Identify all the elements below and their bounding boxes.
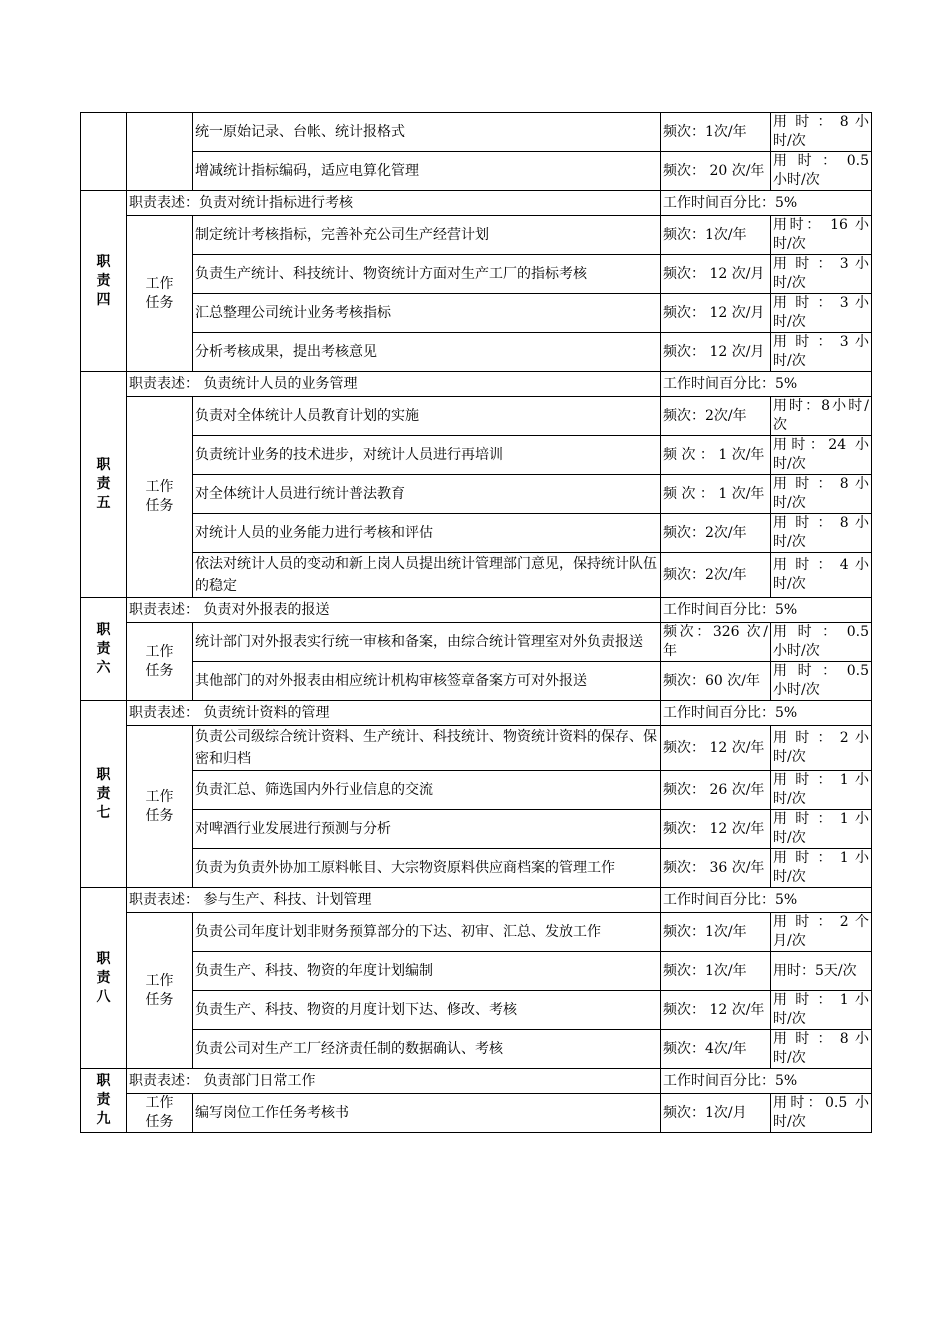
- task-text: 制定统计考核指标，完善补充公司生产经营计划: [193, 216, 661, 255]
- time-percentage: 工作时间百分比：5%: [661, 701, 872, 726]
- task-frequency: 频次：4次/年: [661, 1030, 771, 1069]
- task-text: 负责公司级综合统计资料、生产统计、科技统计、物资统计资料的保存、保密和归档: [193, 726, 661, 771]
- duty-label: [81, 191, 127, 372]
- task-frequency: 频次： 20 次/年: [661, 152, 771, 191]
- duty-description: 职责表述： 负责统计资料的管理: [127, 701, 661, 726]
- duty-label-text: 职责九: [96, 1073, 111, 1127]
- task-duration: 用 时 ： 8 小时/次: [771, 113, 872, 152]
- duty-label: [81, 1069, 127, 1133]
- task-text: 负责生产统计、科技统计、物资统计方面对生产工厂的指标考核: [193, 255, 661, 294]
- task-frequency: 频次：326 次/年: [661, 623, 771, 662]
- duty-header-row: [81, 191, 872, 216]
- time-percentage: 工作时间百分比：5%: [661, 191, 872, 216]
- duty-header-row: [81, 888, 872, 913]
- task-duration: 用时：8小时/次: [771, 397, 872, 436]
- table-row: [81, 553, 872, 598]
- table-row: [81, 475, 872, 514]
- task-frequency: 频次：60 次/年: [661, 662, 771, 701]
- table-row: [81, 152, 872, 191]
- time-percentage: 工作时间百分比：5%: [661, 372, 872, 397]
- table-row: [81, 662, 872, 701]
- task-frequency: 频次：1次/年: [661, 913, 771, 952]
- table-row: [81, 216, 872, 255]
- task-frequency: 频次：1次/年: [661, 216, 771, 255]
- task-text: 负责公司年度计划非财务预算部分的下达、初审、汇总、发放工作: [193, 913, 661, 952]
- task-frequency: 频次： 12 次/月: [661, 255, 771, 294]
- task-frequency: 频次： 12 次/月: [661, 294, 771, 333]
- task-duration: 用时：0.5 小时/次: [771, 1094, 872, 1133]
- duty-header-row: [81, 372, 872, 397]
- table-row: [81, 294, 872, 333]
- work-task-label: [127, 1094, 193, 1133]
- task-text: 负责生产、科技、物资的年度计划编制: [193, 952, 661, 991]
- table-row: [81, 726, 872, 771]
- duty-label-text: 职责四: [96, 253, 111, 308]
- task-frequency: 频次： 36 次/年: [661, 849, 771, 888]
- duty-description: 职责表述： 负责统计人员的业务管理: [127, 372, 661, 397]
- task-frequency: 频次： 26 次/年: [661, 771, 771, 810]
- task-frequency: 频次：2次/年: [661, 553, 771, 598]
- task-duration: 用 时 ： 0.5 小时/次: [771, 152, 872, 191]
- duty-header-row: [81, 598, 872, 623]
- task-frequency: 频次： 12 次/年: [661, 991, 771, 1030]
- duty-table: [80, 112, 872, 1133]
- duty-label-text: 职责六: [96, 621, 111, 676]
- task-duration: 用 时 ： 8 小时/次: [771, 514, 872, 553]
- work-task-label-text: 工作任务: [145, 788, 174, 824]
- task-duration: 用 时 ： 2 小时/次: [771, 726, 872, 771]
- time-percentage: 工作时间百分比：5%: [661, 1069, 872, 1094]
- task-frequency: 频次： 12 次/月: [661, 333, 771, 372]
- time-percentage: 工作时间百分比：5%: [661, 598, 872, 623]
- work-label-empty: [127, 113, 193, 191]
- duty-table-body: [81, 113, 872, 1133]
- task-duration: 用 时 ： 1 小时/次: [771, 810, 872, 849]
- task-duration: 用 时 ： 0.5 小时/次: [771, 662, 872, 701]
- task-frequency: 频 次 ： 1 次/年: [661, 436, 771, 475]
- task-duration: 用 时 ： 3 小时/次: [771, 255, 872, 294]
- duty-description: 职责表述： 负责部门日常工作: [127, 1069, 661, 1094]
- task-text: 对全体统计人员进行统计普法教育: [193, 475, 661, 514]
- table-row: [81, 1094, 872, 1133]
- task-text: 增减统计指标编码，适应电算化管理: [193, 152, 661, 191]
- time-percentage: 工作时间百分比：5%: [661, 888, 872, 913]
- work-task-label: [127, 726, 193, 888]
- task-text: 统计部门对外报表实行统一审核和备案，由综合统计管理室对外负责报送: [193, 623, 661, 662]
- task-text: 负责生产、科技、物资的月度计划下达、修改、考核: [193, 991, 661, 1030]
- table-row: [81, 255, 872, 294]
- task-text: 分析考核成果，提出考核意见: [193, 333, 661, 372]
- table-row: [81, 397, 872, 436]
- table-row: [81, 436, 872, 475]
- task-frequency: 频次：1次/年: [661, 113, 771, 152]
- task-duration: 用 时 ： 1 小时/次: [771, 991, 872, 1030]
- task-duration: 用时：24 小时/次: [771, 436, 872, 475]
- task-duration: 用时：5天/次: [771, 952, 872, 991]
- task-frequency: 频次：2次/年: [661, 397, 771, 436]
- task-frequency: 频 次 ： 1 次/年: [661, 475, 771, 514]
- table-row: [81, 623, 872, 662]
- duty-label: [81, 701, 127, 888]
- table-row: [81, 113, 872, 152]
- task-frequency: 频次： 12 次/年: [661, 726, 771, 771]
- task-text: 对啤酒行业发展进行预测与分析: [193, 810, 661, 849]
- task-text: 对统计人员的业务能力进行考核和评估: [193, 514, 661, 553]
- table-row: [81, 810, 872, 849]
- work-task-label-text: 工作任务: [145, 1095, 174, 1130]
- task-text: 统一原始记录、台帐、统计报格式: [193, 113, 661, 152]
- task-duration: 用 时 ： 2 个月/次: [771, 913, 872, 952]
- work-task-label-text: 工作任务: [145, 275, 174, 311]
- duty-label-text: 职责七: [96, 766, 111, 821]
- task-text: 负责对全体统计人员教育计划的实施: [193, 397, 661, 436]
- task-duration: 用 时 ： 1 小时/次: [771, 771, 872, 810]
- work-task-label-text: 工作任务: [145, 643, 174, 679]
- duty-label: [81, 372, 127, 598]
- task-frequency: 频次：2次/年: [661, 514, 771, 553]
- work-task-label-text: 工作任务: [145, 972, 174, 1008]
- task-text: 负责为负责外协加工原料帐目、大宗物资原料供应商档案的管理工作: [193, 849, 661, 888]
- task-text: 编写岗位工作任务考核书: [193, 1094, 661, 1133]
- task-text: 负责公司对生产工厂经济责任制的数据确认、考核: [193, 1030, 661, 1069]
- work-task-label: [127, 913, 193, 1069]
- table-row: [81, 771, 872, 810]
- duty-description: 职责表述： 负责对外报表的报送: [127, 598, 661, 623]
- task-duration: 用时： 16 小时/次: [771, 216, 872, 255]
- task-frequency: 频次：1次/年: [661, 952, 771, 991]
- task-duration: 用 时 ： 4 小时/次: [771, 553, 872, 598]
- task-text: 汇总整理公司统计业务考核指标: [193, 294, 661, 333]
- work-task-label-text: 工作任务: [145, 479, 174, 514]
- duty-header-row: [81, 701, 872, 726]
- duty-label: [81, 598, 127, 701]
- work-task-label: [127, 623, 193, 701]
- task-duration: 用 时 ： 3 小时/次: [771, 333, 872, 372]
- table-row: [81, 1030, 872, 1069]
- duty-description: 职责表述：负责对统计指标进行考核: [127, 191, 661, 216]
- duty-header-row: [81, 1069, 872, 1094]
- table-row: [81, 952, 872, 991]
- duty-label-empty: [81, 113, 127, 191]
- table-row: [81, 913, 872, 952]
- duty-label: [81, 888, 127, 1069]
- table-row: [81, 849, 872, 888]
- task-frequency: 频次： 12 次/年: [661, 810, 771, 849]
- task-text: 负责统计业务的技术进步，对统计人员进行再培训: [193, 436, 661, 475]
- work-task-label: [127, 216, 193, 372]
- duty-label-text: 职责五: [96, 457, 111, 511]
- task-duration: 用 时 ： 8 小时/次: [771, 475, 872, 514]
- table-row: [81, 514, 872, 553]
- task-duration: 用 时 ： 3 小时/次: [771, 294, 872, 333]
- table-row: [81, 333, 872, 372]
- task-duration: 用 时 ： 8 小时/次: [771, 1030, 872, 1069]
- task-frequency: 频次：1次/月: [661, 1094, 771, 1133]
- task-duration: 用 时 ： 1 小时/次: [771, 849, 872, 888]
- table-row: [81, 991, 872, 1030]
- task-text: 其他部门的对外报表由相应统计机构审核签章备案方可对外报送: [193, 662, 661, 701]
- duty-label-text: 职责八: [96, 950, 111, 1005]
- duty-description: 职责表述： 参与生产、科技、计划管理: [127, 888, 661, 913]
- task-text: 负责汇总、筛选国内外行业信息的交流: [193, 771, 661, 810]
- task-duration: 用 时 ： 0.5 小时/次: [771, 623, 872, 662]
- task-text: 依法对统计人员的变动和新上岗人员提出统计管理部门意见，保持统计队伍的稳定: [193, 553, 661, 598]
- work-task-label: [127, 397, 193, 598]
